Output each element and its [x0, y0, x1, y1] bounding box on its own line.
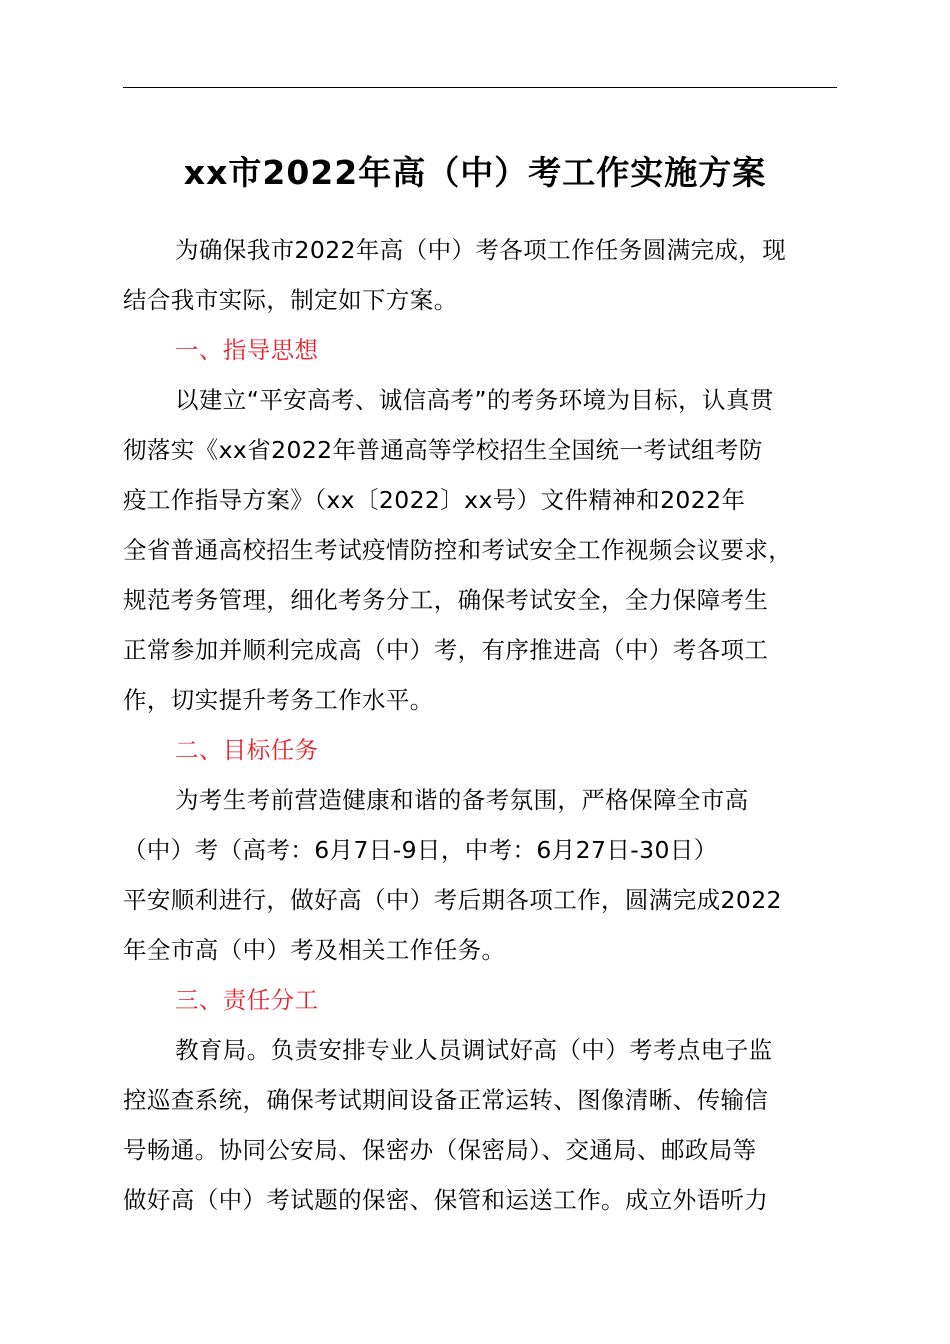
body-text-line: 做好高（中）考试题的保密、保管和运送工作。成立外语听力	[123, 1186, 769, 1214]
body-text-line: 为考生考前营造健康和谐的备考氛围，严格保障全市高	[175, 786, 749, 814]
body-text-line: 正常参加并顺利完成高（中）考，有序推进高（中）考各项工	[123, 636, 769, 664]
body-text-line: 为确保我市2022年高（中）考各项工作任务圆满完成，现	[175, 236, 787, 264]
section-heading: 二、目标任务	[175, 736, 319, 764]
body-text-line: 疫工作指导方案》（xx〔2022〕xx号）文件精神和2022年	[123, 486, 746, 514]
body-text-line: 彻落实《xx省2022年普通高等学校招生全国统一考试组考防	[123, 436, 763, 464]
body-text-line: 年全市高（中）考及相关工作任务。	[123, 936, 506, 964]
body-text-line: 结合我市实际，制定如下方案。	[123, 286, 458, 314]
document-title: xx市2022年高（中）考工作实施方案	[183, 153, 767, 192]
body-text-line: 全省普通高校招生考试疫情防控和考试安全工作视频会议要求，	[123, 536, 793, 564]
body-text-line: 以建立“平安高考、诚信高考”的考务环境为目标，认真贯	[175, 386, 774, 414]
body-text-line: 教育局。负责安排专业人员调试好高（中）考考点电子监	[175, 1036, 773, 1064]
body-text-line: （中）考（高考：6月7日-9日，中考：6月27日-30日）	[123, 836, 718, 864]
body-text-line: 号畅通。协同公安局、保密办（保密局）、交通局、邮政局等	[123, 1136, 757, 1164]
section-heading: 一、指导思想	[175, 336, 319, 364]
body-text-line: 控巡查系统，确保考试期间设备正常运转、图像清晰、传输信	[123, 1086, 769, 1114]
document-body	[123, 225, 837, 1225]
section-heading: 三、责任分工	[175, 986, 319, 1014]
body-text-line: 平安顺利进行，做好高（中）考后期各项工作，圆满完成2022	[123, 886, 782, 914]
body-text-line: 作，切实提升考务工作水平。	[123, 686, 434, 714]
header-rule	[123, 87, 837, 88]
body-text-line: 规范考务管理，细化考务分工，确保考试安全，全力保障考生	[123, 586, 769, 614]
